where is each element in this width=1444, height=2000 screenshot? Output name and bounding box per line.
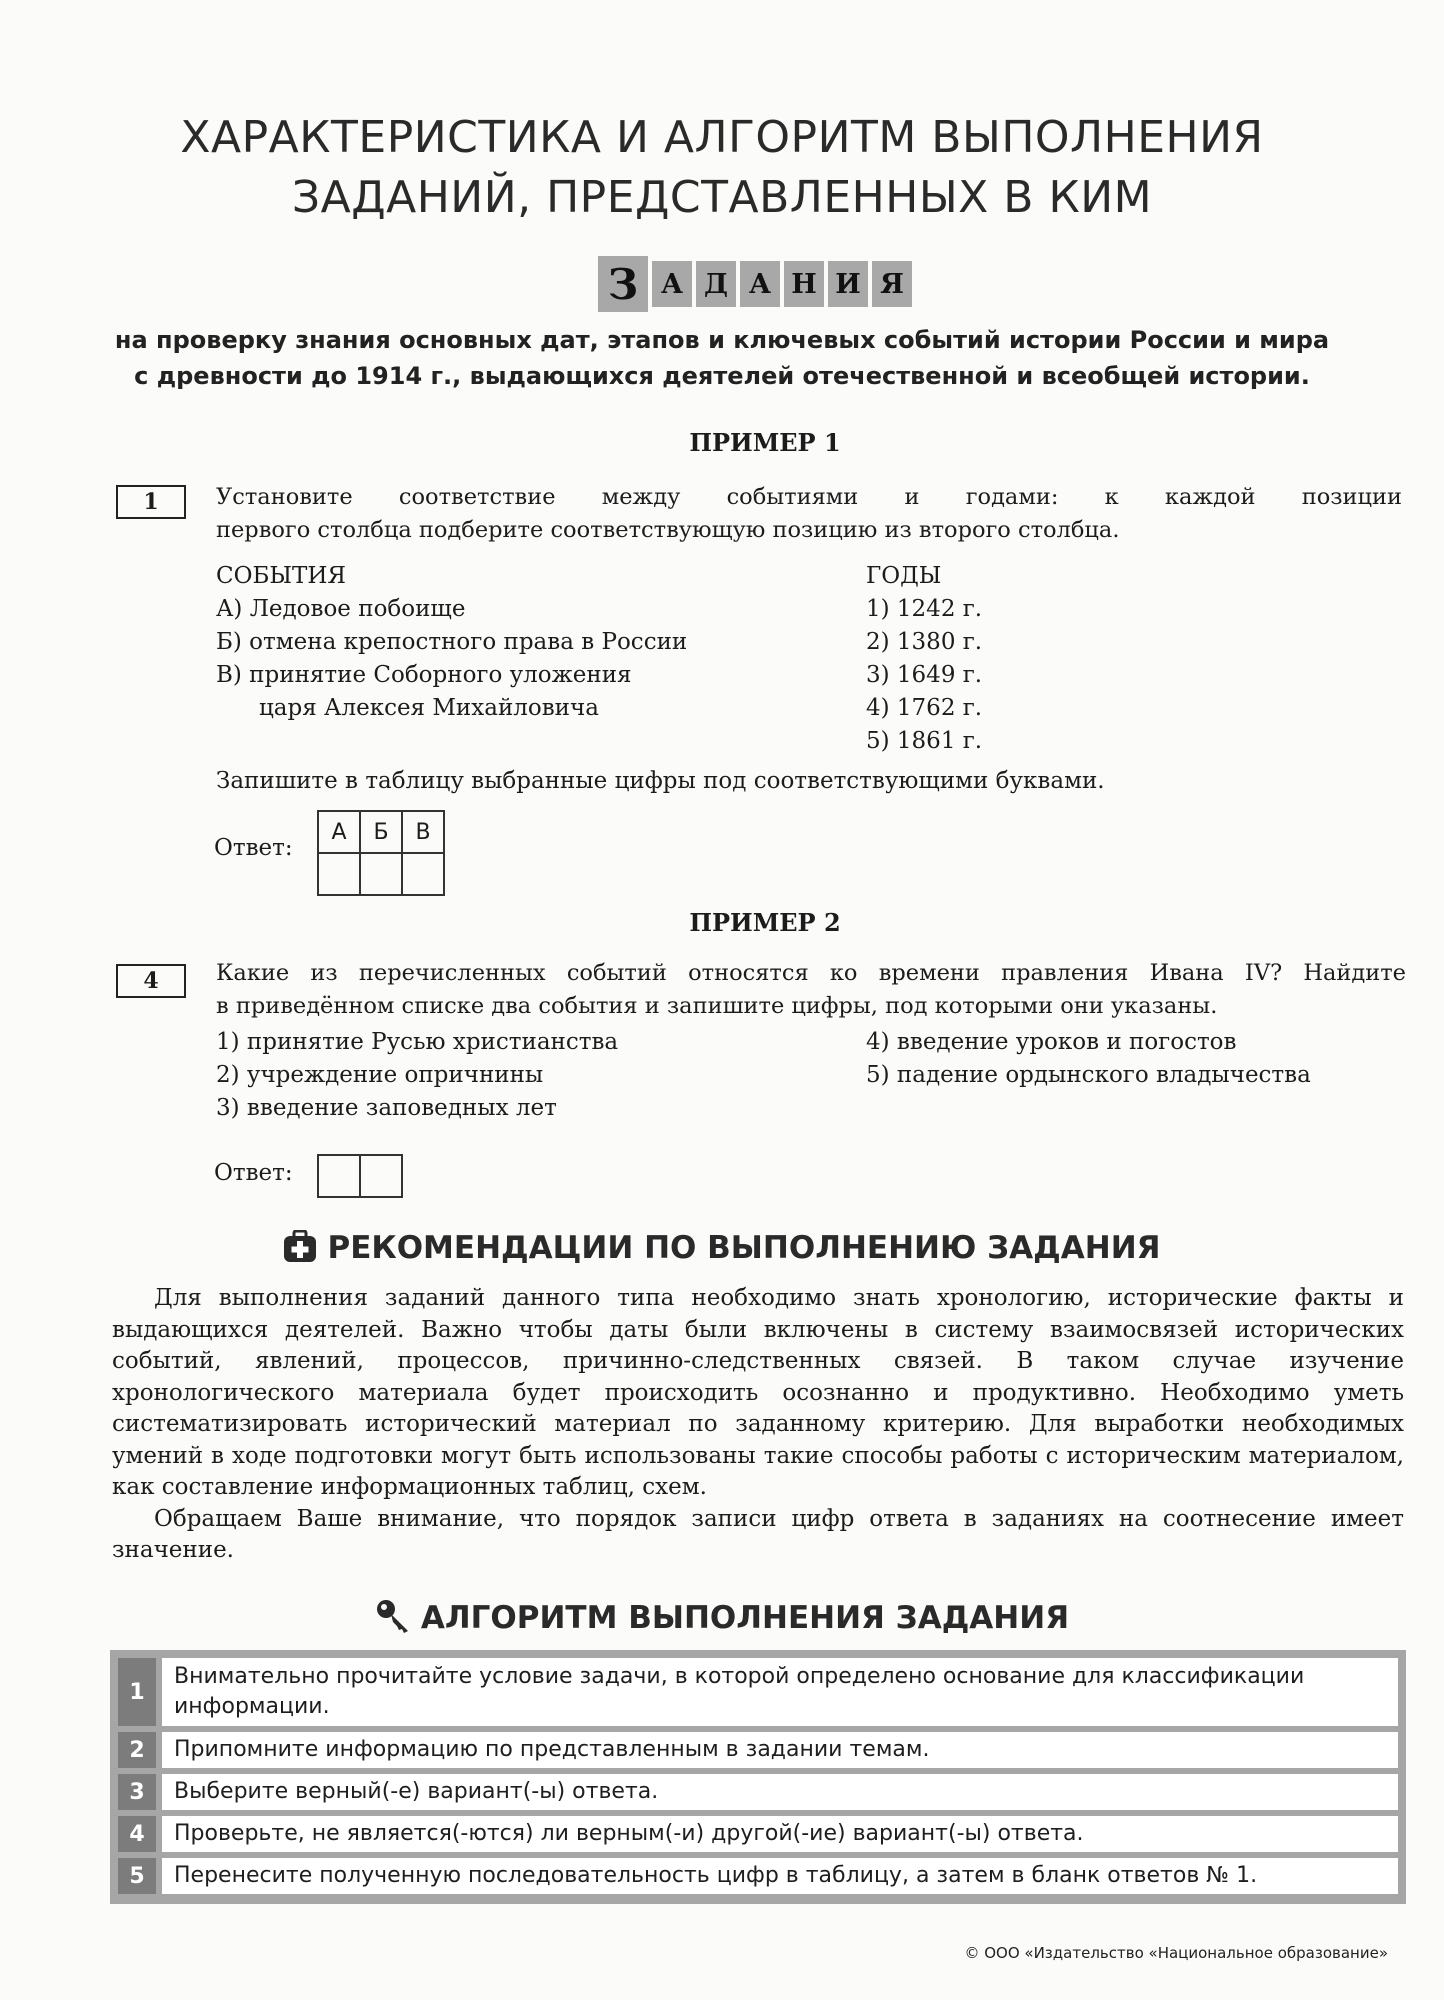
- options-left: [216, 1026, 618, 1125]
- algorithm-steps: [110, 1650, 1406, 1904]
- algorithm-step: [118, 1732, 1398, 1768]
- step-number: 2: [118, 1732, 156, 1768]
- options-right: [866, 1026, 1311, 1092]
- algorithm-step: [118, 1658, 1398, 1726]
- recommendation-paragraph: Для выполнения заданий данного типа необходимо знать хронологию, исторические факты и выдающихся деятелей. Важно чтобы даты были включены в систему взаимосвязей исторических событий, явлений, процессов, причинно-следственных связей. В таком случае изучение хронологического материала будет происходить осознанно и продуктивно. Необходимо уметь систематизировать исторический материал по заданному критерию. Для выработки необходимых умений в ходе подготовки могут быть использованы такие способы работы с историческим материалом, как составление информационных таблиц, схем.: [112, 1285, 1404, 1500]
- algorithm-title: АЛГОРИТМ ВЫПОЛНЕНИЯ ЗАДАНИЯ: [420, 1600, 1070, 1636]
- option-item: 1) принятие Русью христианства: [216, 1029, 619, 1055]
- year-item: 1) 1242 г.: [866, 596, 983, 622]
- task-number-box: 4: [116, 964, 186, 998]
- subtitle-line-2: с древности до 1914 г., выдающихся деятелей отечественной и всеобщей истории.: [134, 362, 1310, 390]
- event-item: А) Ледовое побоище: [216, 596, 466, 622]
- step-number: 3: [118, 1774, 156, 1810]
- example-1-heading: ПРИМЕР 1: [689, 428, 841, 457]
- answer-table: [317, 1154, 403, 1198]
- events-header: СОБЫТИЯ: [216, 563, 346, 589]
- example-2-question: [216, 957, 1406, 1023]
- question-line: первого столбца подберите соответствующую позицию из второго столбца.: [216, 517, 1120, 543]
- year-item: 3) 1649 г.: [866, 662, 983, 688]
- badge-letter: Н: [784, 261, 824, 307]
- page-title: [0, 108, 1444, 228]
- algorithm-step: [118, 1774, 1398, 1810]
- recommendations-title: РЕКОМЕНДАЦИИ ПО ВЫПОЛНЕНИЮ ЗАДАНИЯ: [327, 1230, 1161, 1266]
- option-item: 4) введение уроков и погостов: [866, 1029, 1237, 1055]
- badge-letter: Я: [872, 261, 912, 307]
- answer-cell[interactable]: [318, 1155, 360, 1197]
- year-item: 5) 1861 г.: [866, 728, 983, 754]
- answer-header-cell: А: [318, 811, 360, 853]
- example-2-heading: ПРИМЕР 2: [689, 908, 841, 937]
- badge-letter: З: [598, 256, 648, 312]
- answer-cell[interactable]: [402, 853, 444, 895]
- task-number-box: 1: [116, 485, 186, 519]
- recommendations-text: [112, 1283, 1404, 1567]
- option-item: 3) введение заповедных лет: [216, 1095, 557, 1121]
- event-item: В) принятие Соборного уложения: [216, 662, 632, 688]
- algorithm-step: [118, 1816, 1398, 1852]
- question-line: в приведённом списке два события и запишите цифры, под которыми они указаны.: [216, 993, 1218, 1019]
- answer-label: Ответ:: [214, 835, 293, 861]
- answer-table: [317, 810, 445, 896]
- algorithm-heading: [0, 1598, 1444, 1636]
- copyright-footer: © ООО «Издательство «Национальное образование»: [964, 1944, 1388, 1962]
- question-line: Какие из перечисленных событий относятся ко времени правления Ивана IV? Найдите: [216, 960, 1406, 986]
- answer-label: Ответ:: [214, 1160, 293, 1186]
- algorithm-step: [118, 1858, 1398, 1894]
- option-item: 5) падение ордынского владычества: [866, 1062, 1311, 1088]
- subtitle-line-1: на проверку знания основных дат, этапов и ключевых событий истории России и мира: [114, 326, 1330, 354]
- answer-cell[interactable]: [360, 853, 402, 895]
- badge-letter: И: [828, 261, 868, 307]
- step-number: 4: [118, 1816, 156, 1852]
- badge-letter: Д: [696, 261, 736, 307]
- year-item: 4) 1762 г.: [866, 695, 983, 721]
- question-line: Установите соответствие между событиями и годами: к каждой позиции: [216, 484, 1402, 510]
- task-description: [0, 322, 1444, 394]
- badge-letter: А: [652, 261, 692, 307]
- step-text: Внимательно прочитайте условие задачи, в которой определено основание для классификации информации.: [162, 1658, 1398, 1726]
- step-number: 1: [118, 1658, 156, 1726]
- option-item: 2) учреждение опричнины: [216, 1062, 544, 1088]
- step-number: 5: [118, 1858, 156, 1894]
- example-1-instruction: Запишите в таблицу выбранные цифры под соответствующими буквами.: [216, 768, 1105, 794]
- first-aid-icon: [283, 1230, 317, 1264]
- recommendations-heading: [0, 1230, 1444, 1266]
- event-item: Б) отмена крепостного права в России: [216, 629, 688, 655]
- title-line-2: ЗАДАНИЙ, ПРЕДСТАВЛЕННЫХ В КИМ: [291, 172, 1153, 223]
- zadaniya-badge: [598, 256, 912, 312]
- step-text: Проверьте, не является(-ются) ли верным(-и) другой(-ие) вариант(-ы) ответа.: [162, 1816, 1398, 1852]
- answer-cell[interactable]: [360, 1155, 402, 1197]
- recommendation-paragraph: Обращаем Ваше внимание, что порядок записи цифр ответа в заданиях на соотнесение имеет значение.: [112, 1505, 1404, 1563]
- step-text: Припомните информацию по представленным в задании темам.: [162, 1732, 1398, 1768]
- years-column: [866, 560, 982, 758]
- step-text: Перенесите полученную последовательность цифр в таблицу, а затем в бланк ответов № 1.: [162, 1858, 1398, 1894]
- key-icon: [375, 1598, 411, 1634]
- badge-letter: А: [740, 261, 780, 307]
- title-line-1: ХАРАКТЕРИСТИКА И АЛГОРИТМ ВЫПОЛНЕНИЯ: [180, 112, 1264, 163]
- step-text: Выберите верный(-е) вариант(-ы) ответа.: [162, 1774, 1398, 1810]
- event-item-continuation: царя Алексея Михайловича: [259, 695, 599, 721]
- years-header: ГОДЫ: [866, 563, 942, 589]
- events-column: [216, 560, 687, 725]
- answer-header-cell: Б: [360, 811, 402, 853]
- year-item: 2) 1380 г.: [866, 629, 983, 655]
- answer-header-cell: В: [402, 811, 444, 853]
- answer-cell[interactable]: [318, 853, 360, 895]
- example-1-question: [216, 481, 1402, 547]
